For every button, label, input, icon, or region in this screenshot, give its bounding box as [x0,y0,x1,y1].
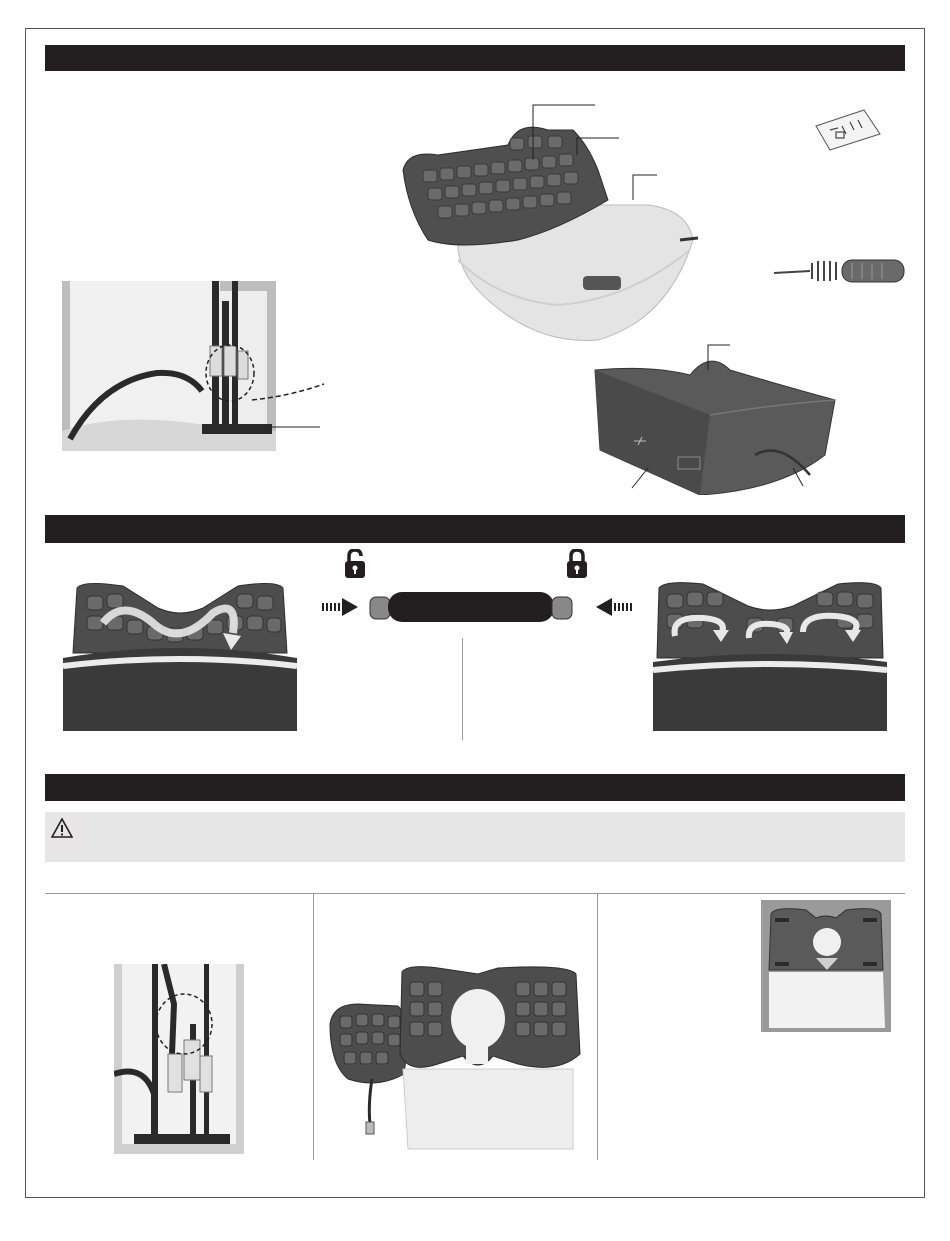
callout-lines-cushion [525,100,665,220]
hand-pump-icon [770,255,910,287]
warning-panel [45,812,905,862]
step-divider-2 [597,894,598,1160]
cushion-unlocked-airflow-photo [63,578,297,731]
step-3-cushion-photo [761,900,891,1032]
instruction-booklet-icon [810,108,882,152]
callout-lines-manifold [240,370,330,440]
section-header-bar-2 [45,515,905,543]
cushion-locked-airflow-photo [653,578,887,731]
unlocked-padlock-icon [344,549,366,579]
section-header-bar-1 [45,45,905,71]
locked-padlock-icon [566,549,588,579]
step-1-valve-photo [114,964,244,1154]
steps-top-rule [45,893,905,894]
center-divider-line [462,638,463,740]
section-header-bar-3 [45,774,905,801]
warning-triangle-icon [51,818,73,838]
step-2-insert-removal-photo [328,964,583,1154]
step-divider-1 [313,894,314,1160]
callout-lines-cover [628,340,808,490]
isolation-valve-tube-diagram [322,588,634,626]
